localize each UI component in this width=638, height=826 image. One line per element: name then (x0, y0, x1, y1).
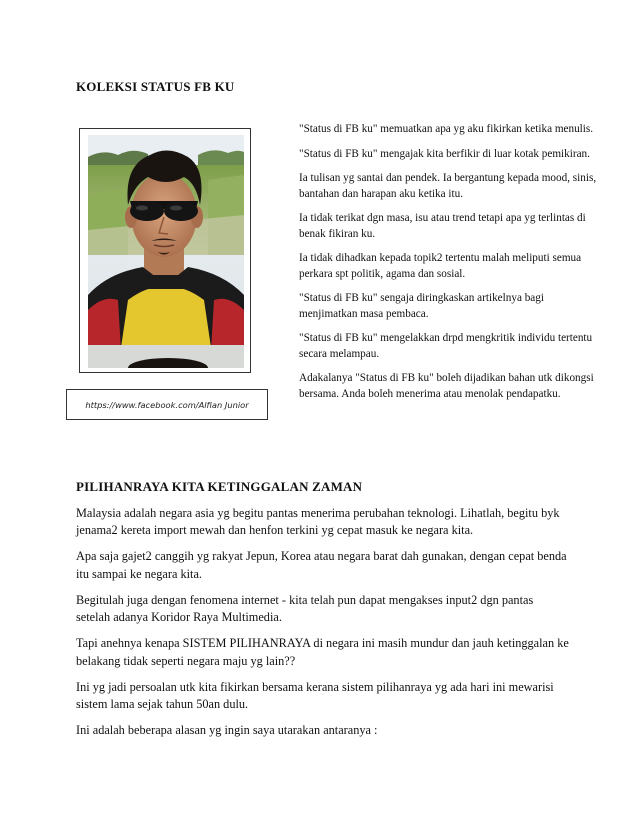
article-paragraph: Apa saja gajet2 canggih yg rakyat Jepun, Korea atau negara barat dah gunakan, dengan cepat benda itu sampai ke negara kita. (76, 549, 567, 581)
status-paragraph: "Status di FB ku" mengelakkan drpd mengkritik individu tertentu secara melampau. (299, 332, 593, 360)
article-paragraph: Tapi anehnya kenapa SISTEM PILIHANRAYA di negara ini masih mundur dan jauh ketinggalan ke belakang tidak seperti negara maju yg lain?? (76, 636, 569, 668)
profile-photo (88, 135, 244, 368)
status-paragraph: Adakalanya "Status di FB ku" boleh dijadikan bahan utk dikongsi bersama. Anda boleh menerima atau menolak pendapatku. (299, 372, 594, 400)
section2-title: PILIHANRAYA KITA KETINGGALAN ZAMAN (76, 479, 363, 494)
status-paragraph: "Status di FB ku" sengaja diringkaskan artikelnya bagi menjimatkan masa pembaca. (299, 292, 544, 320)
status-paragraph: Ia tulisan yg santai dan pendek. Ia bergantung kepada mood, sinis, bantahan dan harapan aku ketika itu. (299, 172, 597, 200)
facebook-link-caption[interactable]: https://www.facebook.com/Alfian Junior (66, 389, 268, 420)
section1-title: KOLEKSI STATUS FB KU (76, 79, 235, 94)
status-paragraph: Ia tidak terikat dgn masa, isu atau trend tetapi apa yg terlintas di benak fikiran ku. (299, 212, 586, 240)
article-paragraph: Ini yg jadi persoalan utk kita fikirkan bersama kerana sistem pilihanraya yg ada hari ini mewarisi sistem lama sejak tahun 50an dulu. (76, 679, 554, 712)
status-description (299, 122, 601, 402)
article-paragraph: Ini adalah beberapa alasan yg ingin saya utarakan antaranya : (76, 723, 378, 738)
status-paragraph: Ia tidak dihadkan kepada topik2 tertentu malah meliputi semua perkara spt politik, agama dan sosial. (299, 252, 582, 280)
article-paragraph: Malaysia adalah negara asia yg begitu pantas menerima perubahan teknologi. Lihatlah, begitu byk jenama2 kereta import mewah dan henfon terkini yg cepat masuk ke negara kita. (76, 506, 560, 538)
article-body (76, 505, 570, 748)
article-paragraph: Begitulah juga dengan fenomena internet - kita telah pun dapat mengakses input2 dgn pantas setelah adanya Koridor Raya Multimedia. (76, 592, 534, 625)
status-paragraph: "Status di FB ku" mengajak kita berfikir di luar kotak pemikiran. (299, 147, 590, 160)
status-paragraph: "Status di FB ku" memuatkan apa yg aku fikirkan ketika menulis. (299, 123, 594, 135)
